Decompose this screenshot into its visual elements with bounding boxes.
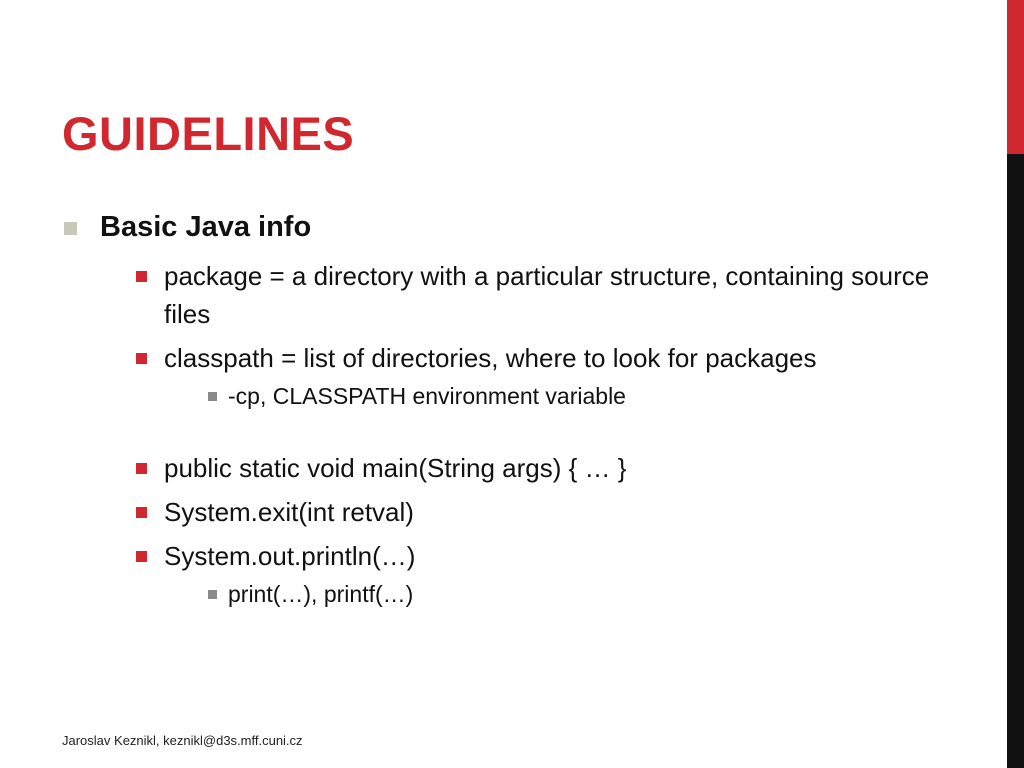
bullet-list-level3 [164,577,962,611]
bullet-text: -cp, CLASSPATH environment variable [228,383,626,409]
bullet-item-print [164,577,962,611]
bullet-text: classpath = list of directories, where to look for packages [164,343,817,373]
bullet-item-println [100,537,962,611]
square-bullet-icon [208,392,217,401]
bullet-item-main [100,449,962,487]
bullet-text: print(…), printf(…) [228,581,414,607]
accent-bar-bottom [1007,154,1024,768]
bullet-list-level3 [164,379,962,413]
slide-content [62,205,962,617]
square-bullet-icon [136,463,147,474]
footer-author: Jaroslav Keznikl, keznikl@d3s.mff.cuni.cz [62,733,303,748]
accent-bar [1007,0,1024,768]
bullet-text: Basic Java info [100,211,312,243]
bullet-item-classpath [100,339,962,443]
slide-title: GUIDELINES [62,107,355,160]
bullet-text: System.exit(int retval) [164,497,414,527]
bullet-text: package = a directory with a particular structure, containing source files [164,261,930,329]
bullet-item-cp [164,379,962,413]
square-bullet-icon [64,222,77,235]
square-bullet-icon [136,353,147,364]
bullet-list-level1 [62,205,962,611]
bullet-item-package [100,257,962,333]
bullet-list-level2 [100,257,962,611]
spacer [164,413,962,443]
accent-bar-top [1007,0,1024,154]
square-bullet-icon [136,507,147,518]
square-bullet-icon [208,590,217,599]
bullet-item-basic-java-info [62,205,962,611]
square-bullet-icon [136,551,147,562]
bullet-text: public static void main(String args) { … } [164,453,627,483]
square-bullet-icon [136,271,147,282]
bullet-text: System.out.println(…) [164,541,416,571]
bullet-item-exit [100,493,962,531]
